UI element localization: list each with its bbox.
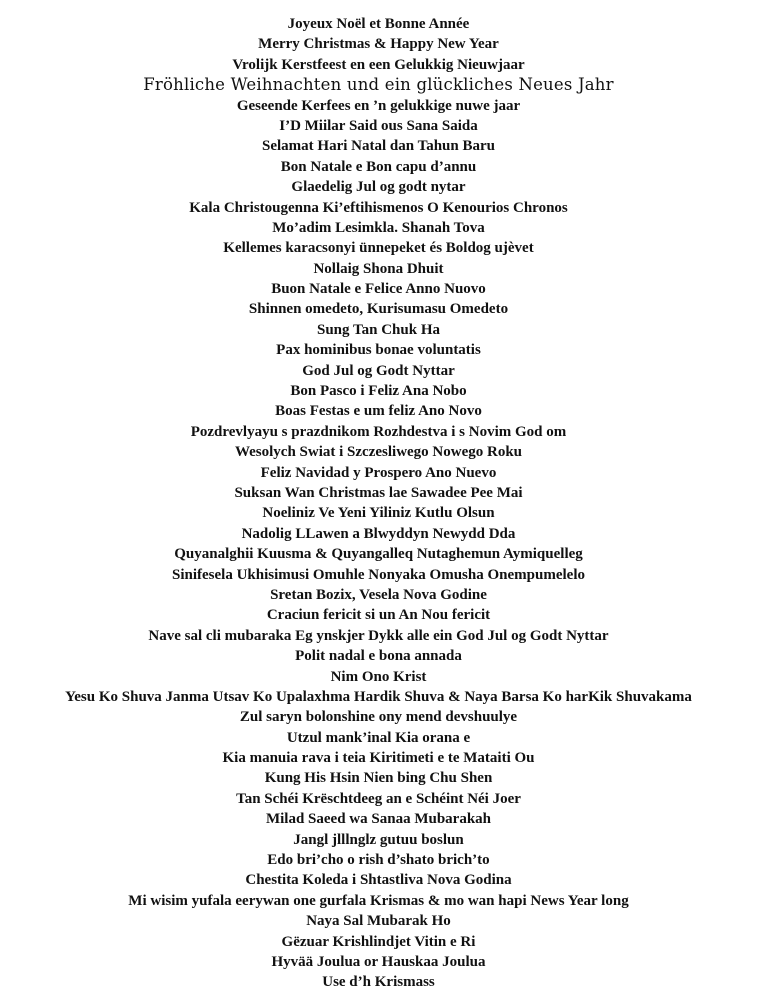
greeting-line: Utzul mank’inal Kia orana e <box>286 729 471 746</box>
greeting-line: Selamat Hari Natal dan Tahun Baru <box>262 138 495 155</box>
greeting-line: Kung His Hsin Nien bing Chu Shen <box>264 770 493 787</box>
greeting-line: Nadolig LLawen a Blwyddyn Newydd Dda <box>241 525 516 542</box>
greeting-line: Jangl jlllnglz gutuu boslun <box>293 831 464 848</box>
greeting-line: Quyanalghii Kuusma & Quyangalleq Nutaghemun Aymiquelleg <box>174 546 583 563</box>
greeting-line: Wesolych Swiat i Szczesliwego Nowego Roku <box>234 444 523 461</box>
greeting-line: Sinifesela Ukhisimusi Omuhle Nonyaka Omusha Onempumelelo <box>172 566 585 583</box>
greeting-line: Kellemes karacsonyi ünnepeket és Boldog ujèvet <box>223 240 534 257</box>
greetings-list <box>0 14 757 993</box>
greeting-line: Mo’adim Lesimkla. Shanah Tova <box>272 219 485 236</box>
greeting-line: Merry Christmas & Happy New Year <box>258 36 499 53</box>
greeting-line: Gëzuar Krishlindjet Vitin e Ri <box>281 933 476 950</box>
greeting-line: Suksan Wan Christmas lae Sawadee Pee Mai <box>234 484 523 501</box>
greeting-line: Buon Natale e Felice Anno Nuovo <box>271 281 486 298</box>
greeting-line: Bon Pasco i Feliz Ana Nobo <box>290 383 467 400</box>
greeting-line: Sung Tan Chuk Ha <box>316 321 440 338</box>
greeting-line: Bon Natale e Bon capu d’annu <box>280 158 477 175</box>
greeting-line: Kia manuia rava i teia Kiritimeti e te Mataiti Ou <box>222 750 535 767</box>
greeting-line: Sretan Bozix, Vesela Nova Godine <box>270 586 487 603</box>
greeting-line: Use d’h Krismass <box>322 974 435 991</box>
greeting-line: Nave sal cli mubaraka Eg ynskjer Dykk alle ein God Jul og Godt Nyttar <box>148 627 609 644</box>
greeting-line: Vrolijk Kerstfeest en een Gelukkig Nieuwjaar <box>232 56 525 73</box>
greeting-line: Edo bri’cho o rish d’shato brich’to <box>267 852 490 869</box>
greeting-line: Boas Festas e um feliz Ano Novo <box>275 403 482 420</box>
greeting-line: God Jul og Godt Nyttar <box>302 362 455 379</box>
greeting-line: Kala Christougenna Ki’eftihismenos O Kenourios Chronos <box>189 199 568 216</box>
greeting-line: Pax hominibus bonae voluntatis <box>276 342 481 359</box>
greeting-line: Chestita Koleda i Shtastliva Nova Godina <box>245 872 512 889</box>
greeting-line: Mi wisim yufala eerywan one gurfala Krismas & mo wan hapi News Year long <box>128 892 629 909</box>
greeting-line: Polit nadal e bona annada <box>295 648 462 665</box>
greeting-line: Tan Schéi Krëschtdeeg an e Schéint Néi Joer <box>236 790 521 807</box>
greeting-line: Shinnen omedeto, Kurisumasu Omedeto <box>248 301 509 318</box>
greeting-line: Noeliniz Ve Yeni Yiliniz Kutlu Olsun <box>262 505 495 522</box>
greeting-line: Feliz Navidad y Prospero Ano Nuevo <box>260 464 497 481</box>
greeting-line: Nim Ono Krist <box>330 668 427 685</box>
greeting-line: Glaedelig Jul og godt nytar <box>291 179 466 196</box>
greeting-line: Craciun fericit si un An Nou fericit <box>266 607 491 624</box>
greeting-line: Zul saryn bolonshine ony mend devshuulye <box>239 709 518 726</box>
greeting-line: Milad Saeed wa Sanaa Mubarakah <box>265 811 492 828</box>
greeting-line: I’D Miilar Said ous Sana Saida <box>279 117 478 134</box>
greeting-line: Joyeux Noël et Bonne Année <box>287 16 470 32</box>
greeting-line: Nollaig Shona Dhuit <box>313 260 444 277</box>
greeting-line: Fröhliche Weihnachten und ein glückliches Neues Jahr <box>143 75 614 95</box>
greeting-line: Naya Sal Mubarak Ho <box>306 913 451 930</box>
greeting-line: Geseende Kerfees en ’n gelukkige nuwe jaar <box>236 97 521 114</box>
greeting-line: Pozdrevlyayu s prazdnikom Rozhdestva i s Novim God om <box>190 423 567 440</box>
greeting-line: Yesu Ko Shuva Janma Utsav Ko Upalaxhma Hardik Shuva & Naya Barsa Ko harKik Shuvakama <box>65 688 692 705</box>
greeting-line: Hyvää Joulua or Hauskaa Joulua <box>271 953 486 970</box>
